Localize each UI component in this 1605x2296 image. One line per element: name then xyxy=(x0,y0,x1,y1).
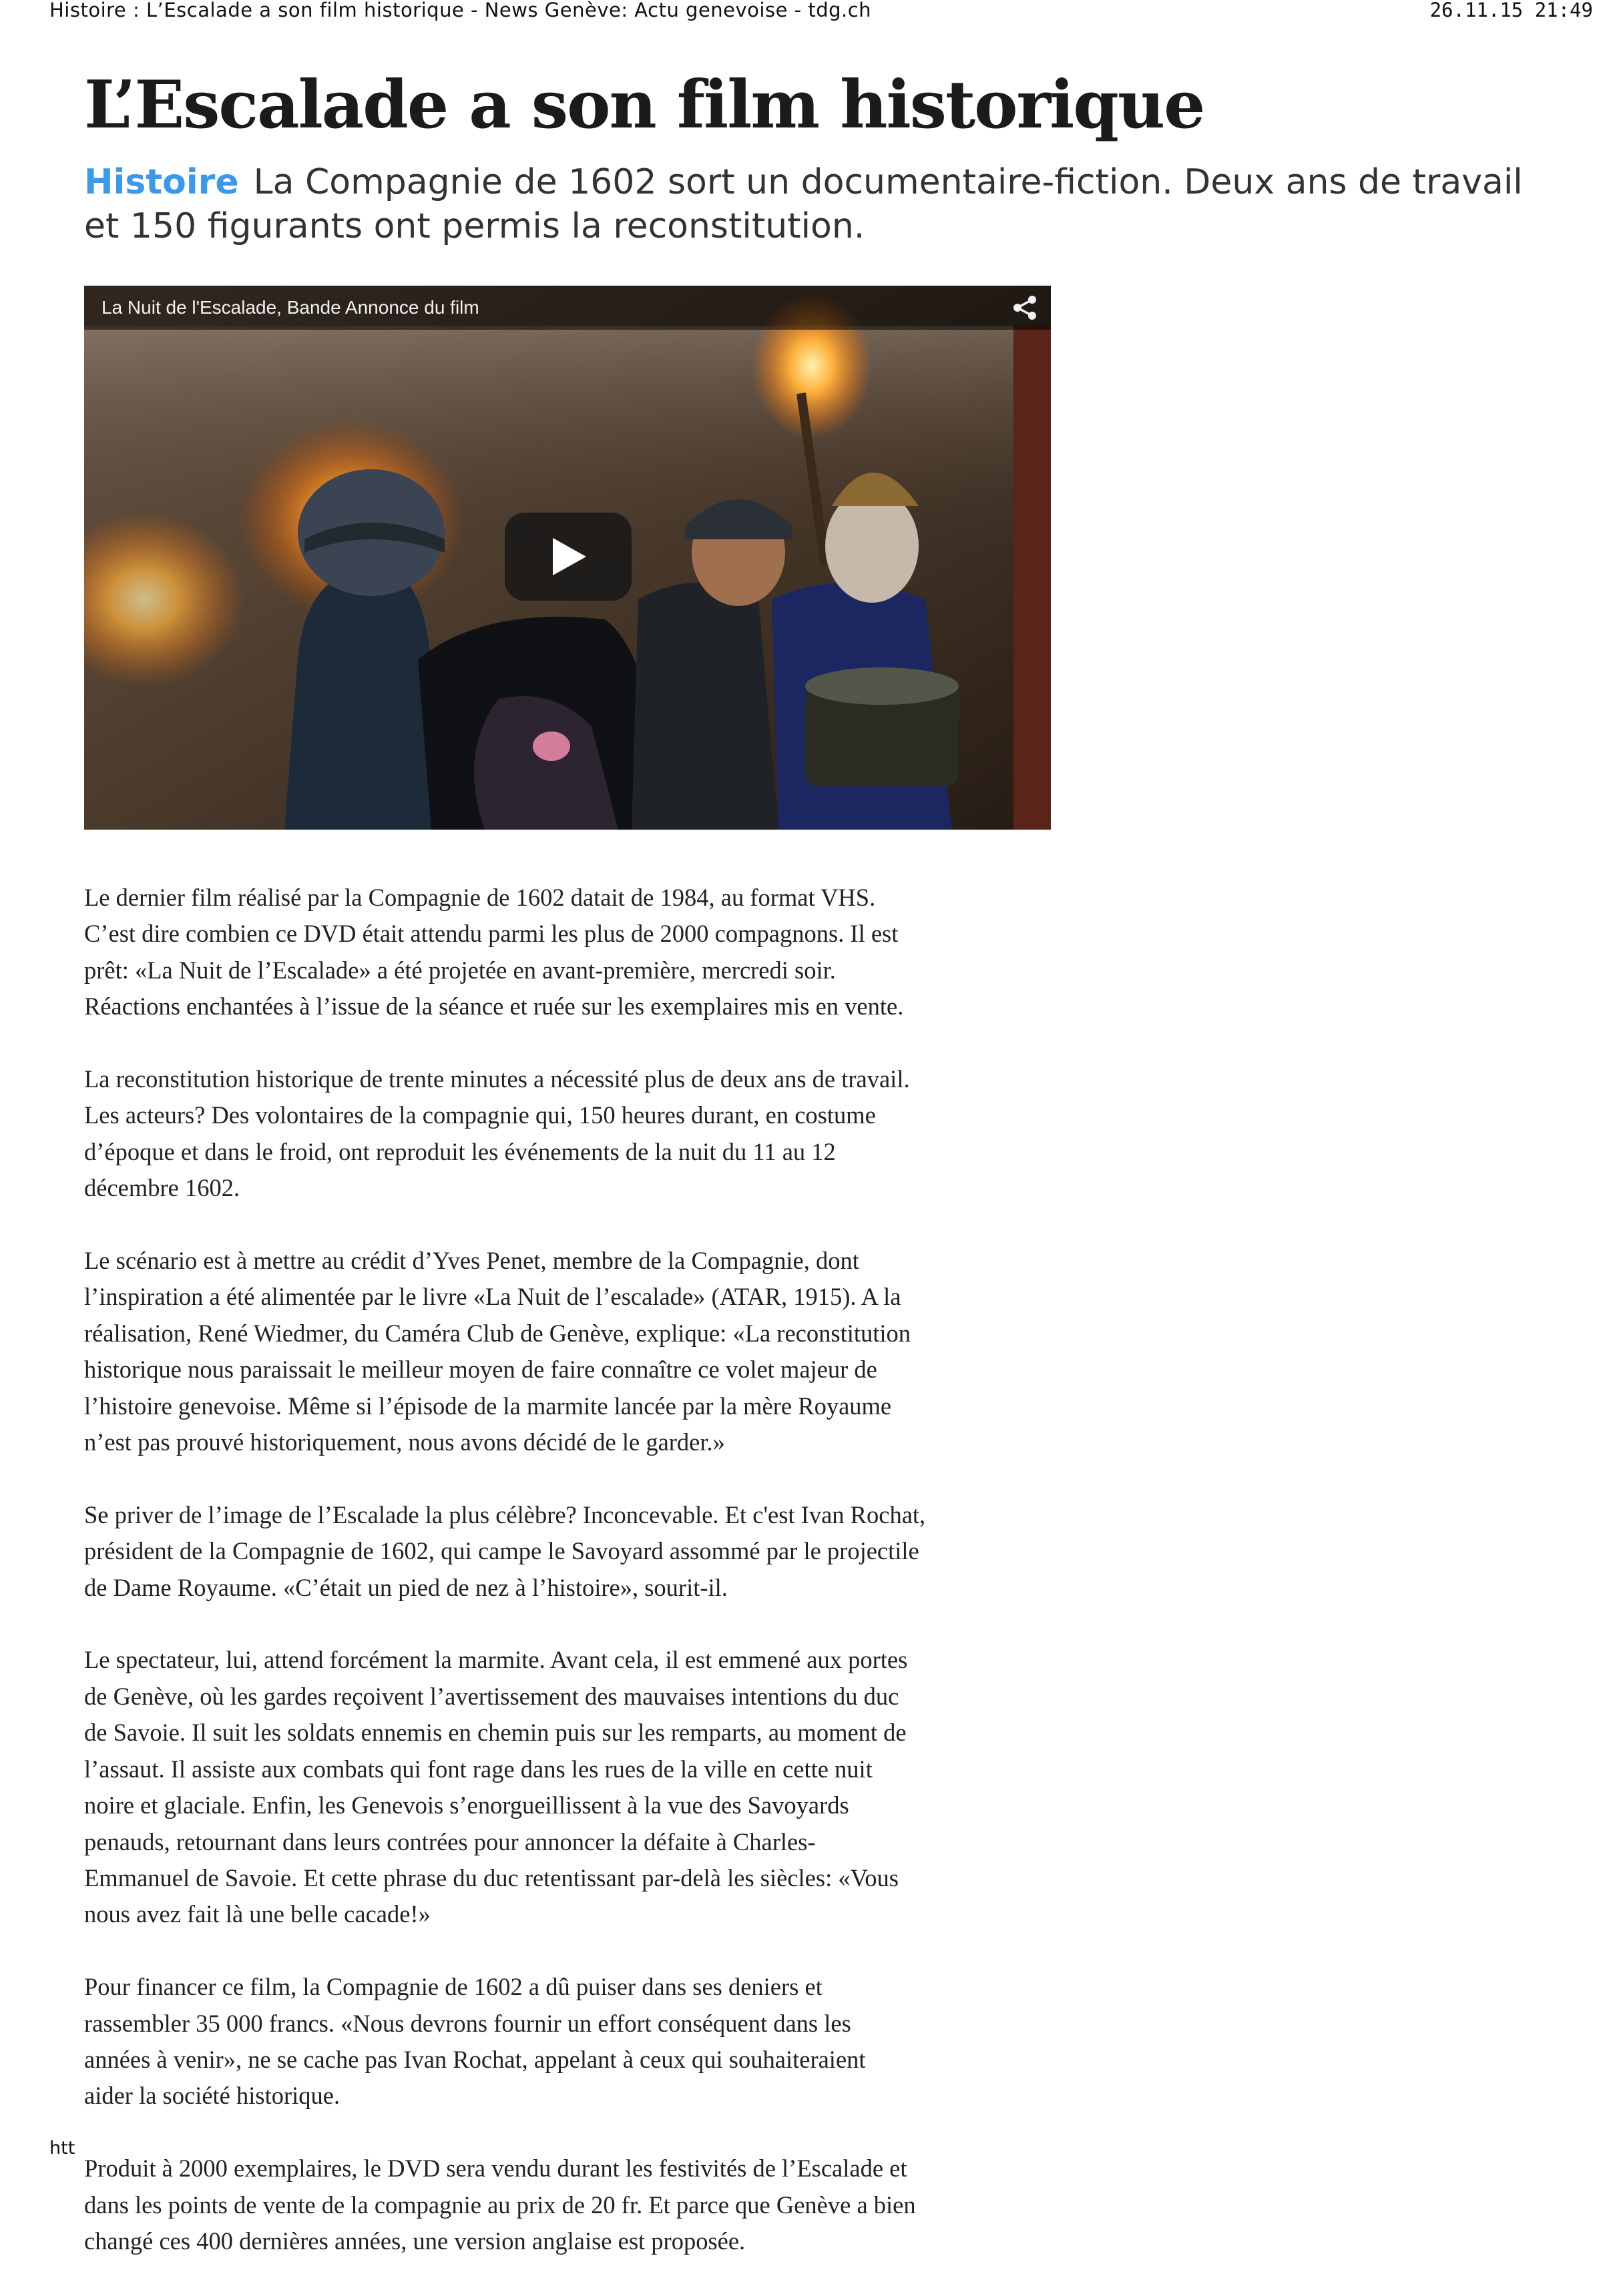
paragraph-line: l’assaut. Il assiste aux combats qui font rage dans les rues de la ville en cette nuit xyxy=(84,1755,873,1783)
print-datetime: 26.11.15 21:49 xyxy=(1429,0,1593,21)
paragraph-line: réalisation, René Wiedmer, du Caméra Club de Genève, explique: «La reconstitution xyxy=(84,1319,911,1347)
article-paragraph xyxy=(84,1243,1059,1460)
paragraph-line: nous avez fait là une belle cacade!» xyxy=(84,1900,431,1928)
article-paragraph xyxy=(84,1497,1059,1606)
paragraph-line: n’est pas prouvé historiquement, nous avons décidé de le garder.» xyxy=(84,1428,725,1456)
paragraph-line: l’inspiration a été alimentée par le livre «La Nuit de l’escalade» (ATAR, 1915). A la xyxy=(84,1283,901,1311)
paragraph-line: décembre 1602. xyxy=(84,1174,240,1202)
paragraph-line: La reconstitution historique de trente minutes a nécessité plus de deux ans de travail. xyxy=(84,1065,910,1093)
paragraph-line: Le dernier film réalisé par la Compagnie de 1602 datait de 1984, au format VHS. xyxy=(84,884,876,911)
paragraph-line: de Genève, où les gardes reçoivent l’avertissement des mauvaises intentions du duc xyxy=(84,1682,899,1710)
paragraph-line: prêt: «La Nuit de l’Escalade» a été projetée en avant-première, mercredi soir. xyxy=(84,956,836,984)
play-button[interactable] xyxy=(505,513,632,601)
print-header xyxy=(0,0,1605,27)
paragraph-line: Produit à 2000 exemplaires, le DVD sera vendu durant les festivités de l’Escalade et xyxy=(84,2155,907,2183)
print-footer-url: htt xyxy=(49,2138,75,2159)
paragraph-line: Pour financer ce film, la Compagnie de 1602 a dû puiser dans ses deniers et xyxy=(84,1973,823,2001)
paragraph-line: Le scénario est à mettre au crédit d’Yves Penet, membre de la Compagnie, dont xyxy=(84,1247,859,1275)
paragraph-line: C’est dire combien ce DVD était attendu parmi les plus de 2000 compagnons. Il est xyxy=(84,920,899,948)
paragraph-line: aider la société historique. xyxy=(84,2082,340,2110)
paragraph-line: Emmanuel de Savoie. Et cette phrase du duc retentissant par-delà les siècles: «Vous xyxy=(84,1863,899,1892)
article-paragraph xyxy=(84,880,1059,1025)
paragraph-line: président de la Compagnie de 1602, qui campe le Savoyard assommé par le projectile xyxy=(84,1537,919,1565)
paragraph-line: Les acteurs? Des volontaires de la compagnie qui, 150 heures durant, en costume xyxy=(84,1101,876,1129)
article-body xyxy=(84,880,1059,2296)
article-headline: L’Escalade a son film historique xyxy=(84,67,1204,144)
rubric-link[interactable]: Histoire xyxy=(84,162,239,202)
paragraph-line: dans les points de vente de la compagnie au prix de 20 fr. Et parce que Genève a bien xyxy=(84,2191,916,2219)
paragraph-line: Le spectateur, lui, attend forcément la marmite. Avant cela, il est emmené aux portes xyxy=(84,1646,908,1674)
paragraph-line: de Dame Royaume. «C’était un pied de nez à l’histoire», sourit-il. xyxy=(84,1573,728,1601)
video-title[interactable]: La Nuit de l'Escalade, Bande Annonce du film xyxy=(101,297,479,318)
article-standfirst xyxy=(84,160,1546,248)
paragraph-line: l’histoire genevoise. Même si l’épisode de la marmite lancée par la mère Royaume xyxy=(84,1392,892,1420)
paragraph-line: Se priver de l’image de l’Escalade la plus célèbre? Inconcevable. Et c'est Ivan Rochat, xyxy=(84,1500,926,1528)
paragraph-line: de Savoie. Il suit les soldats ennemis en chemin puis sur les remparts, au moment de xyxy=(84,1719,907,1747)
article-paragraph xyxy=(84,1061,1059,1207)
paragraph-line: changé ces 400 dernières années, une version anglaise est proposée. xyxy=(84,2227,746,2255)
paragraph-line: années à venir», ne se cache pas Ivan Rochat, appelant à ceux qui souhaiteraient xyxy=(84,2045,866,2073)
paragraph-line: d’époque et dans le froid, ont reproduit les événements de la nuit du 11 au 12 xyxy=(84,1137,836,1165)
paragraph-line: noire et glaciale. Enfin, les Genevois s’enorgueillissent à la vue des Savoyards xyxy=(84,1791,849,1819)
paragraph-line: Réactions enchantées à l’issue de la séance et ruée sur les exemplaires mis en vente. xyxy=(84,992,904,1021)
paragraph-line: penauds, retournant dans leurs contrées pour annoncer la défaite à Charles- xyxy=(84,1827,816,1855)
article-paragraph xyxy=(84,1642,1059,1932)
article-paragraph xyxy=(84,1969,1059,2114)
article-paragraph xyxy=(84,2150,1059,2259)
standfirst-text: La Compagnie de 1602 sort un documentaire-fiction. Deux ans de travail et 150 figurants ont permis la reconstitution. xyxy=(84,162,1523,246)
share-icon[interactable] xyxy=(1011,294,1039,322)
paragraph-line: historique nous paraissait le meilleur moyen de faire connaître ce volet majeur de xyxy=(84,1356,877,1384)
play-icon xyxy=(553,538,586,575)
print-page-title: Histoire : L’Escalade a son film historique - News Genève: Actu genevoise - tdg.ch xyxy=(49,0,872,21)
paragraph-line: rassembler 35 000 francs. «Nous devrons fournir un effort conséquent dans les xyxy=(84,2009,851,2037)
video-player[interactable] xyxy=(84,286,1051,830)
